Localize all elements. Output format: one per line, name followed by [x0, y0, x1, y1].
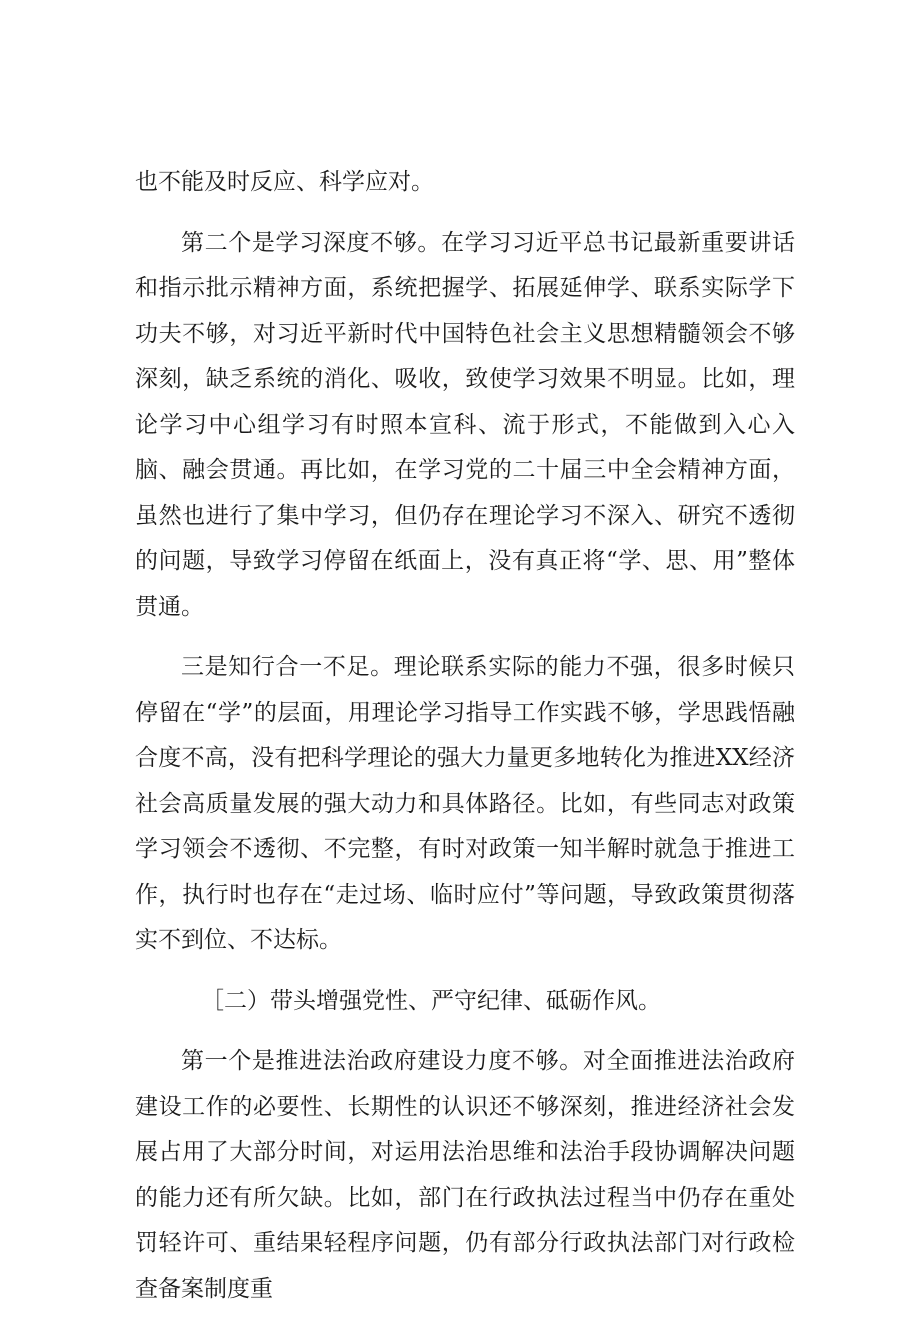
section-heading-two: ［二）带头增强党性、严守纪律、砥砺作风。: [201, 987, 661, 1014]
document-body: [135, 160, 795, 1327]
paragraph-learning-depth: 第二个是学习深度不够。在学习习近平总书记最新重要讲话和指示批示精神方面，系统把握学、拓展延伸学、联系实际学下功夫不够，对习近平新时代中国特色社会主义思想精髓领会不够深刻，缺乏系统的消化、吸收，致使学习效果不明显。比如，理论学习中心组学习有时照本宣科、流于形式，不能做到入心入脑、融会贯通。再比如，在学习党的二十届三中全会精神方面，虽然也进行了集中学习，但仍存在理论学习不深入、研究不透彻的问题，导致学习停留在纸面上，没有真正将“学、思、用”整体贯通。: [135, 229, 795, 620]
paragraph-rule-of-law: 第一个是推进法治政府建设力度不够。对全面推进法治政府建设工作的必要性、长期性的认识还不够深刻，推进经济社会发展占用了大部分时间，对运用法治思维和法治手段协调解决问题的能力还有所欠缺。比如，部门在行政执法过程当中仍存在重处罚轻许可、重结果轻程序问题，仍有部分行政执法部门对行政检查备案制度重: [135, 1048, 795, 1302]
paragraph-knowledge-action: 三是知行合一不足。理论联系实际的能力不强，很多时候只停留在“学”的层面，用理论学习指导工作实践不够，学思践悟融合度不高，没有把科学理论的强大力量更多地转化为推进XX经济社会高质量发展的强大动力和具体路径。比如，有些同志对政策学习领会不透彻、不完整，有时对政策一知半解时就急于推进工作，执行时也存在“走过场、临时应付”等问题，导致政策贯彻落实不到位、不达标。: [135, 654, 795, 953]
paragraph-continuation: 也不能及时反应、科学应对。: [135, 169, 434, 195]
